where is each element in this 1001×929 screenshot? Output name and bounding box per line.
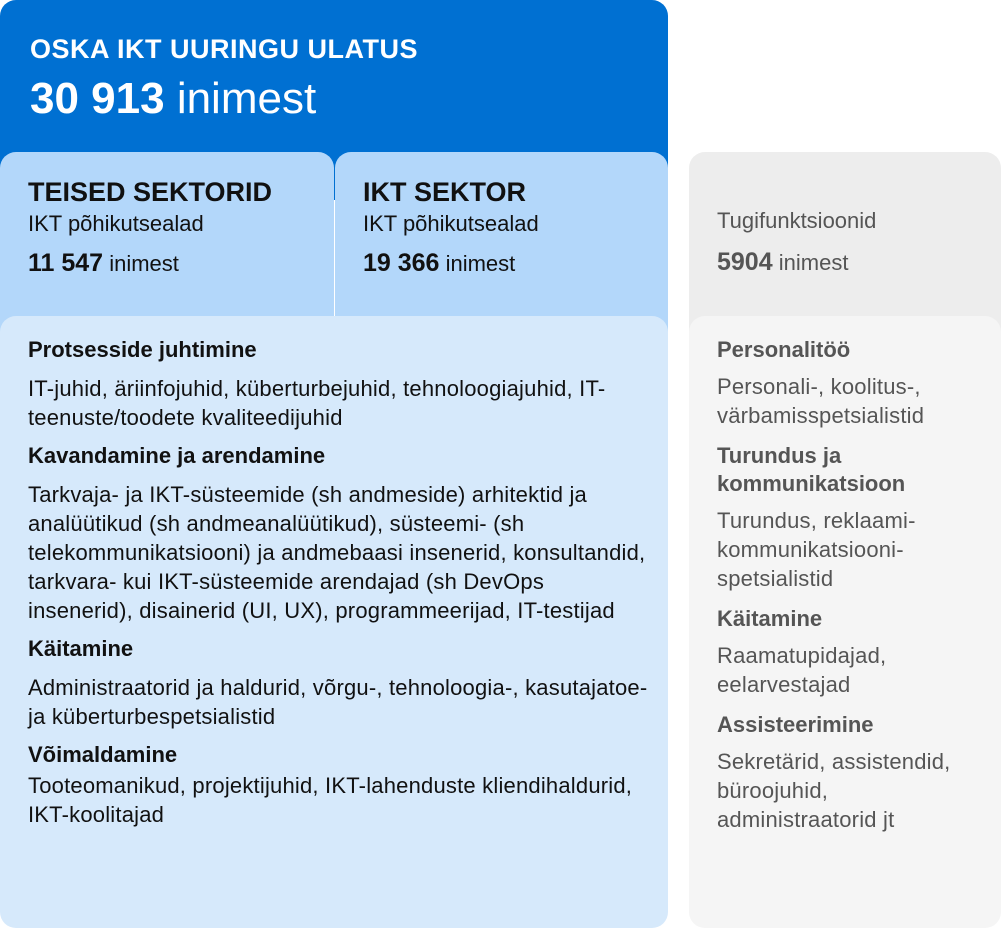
header-total-number: 30 913 (30, 74, 165, 123)
header-title: OSKA IKT UURINGU ULATUS (30, 34, 418, 64)
group-title: Kavandamine ja arendamine (28, 443, 326, 468)
support-group (717, 442, 991, 593)
header-total (30, 74, 668, 123)
group-text: Tooteomanikud, projektijuhid, IKT-lahenduste kliendihaldurid, IKT-koolitajad (28, 773, 633, 827)
group-title: Käitamine (717, 606, 823, 631)
group-text: Personali-, koolitus-, värbamisspetsialistid (717, 374, 925, 428)
support-group (717, 605, 991, 699)
sector-other-count-number: 11 547 (28, 248, 104, 277)
group-title: Võimaldamine (28, 742, 178, 767)
sector-other-subtitle: IKT põhikutsealad (28, 210, 204, 236)
main-group (28, 336, 648, 432)
group-text: Turundus, reklaami-kommunikatsiooni-spetsialistid (717, 508, 916, 591)
header-total-unit: inimest (176, 74, 317, 123)
sector-ikt-count (363, 249, 668, 278)
main-group (28, 442, 648, 625)
group-title: Protsesside juhtimine (28, 337, 257, 362)
sector-other-title: TEISED SEKTORID (28, 177, 273, 207)
group-text: Tarkvaja- ja IKT-süsteemide (sh andmeside) arhitektid ja analüütikud (sh andmeanalüütikud), süsteemi- (sh telekommunikatsiooni) ja andmebaasi insenerid, konsultandid, tarkvara- kui IKT-süsteemide arendajad (sh DevOps insenerid), disainerid (UI, UX), programmeerijad, IT-testijad (28, 482, 646, 623)
group-title: Personalitöö (717, 337, 851, 362)
sector-other-count (28, 249, 334, 278)
support-functions-panel (689, 316, 1001, 928)
sector-ikt-title: IKT SEKTOR (363, 177, 527, 207)
group-title: Assisteerimine (717, 712, 874, 737)
main-group (28, 741, 648, 829)
support-title: Tugifunktsioonid (717, 208, 877, 233)
group-text: Raamatupidajad, eelarvestajad (717, 643, 887, 697)
sector-other-count-unit: inimest (109, 250, 179, 276)
support-group (717, 336, 991, 430)
sector-ikt-count-number: 19 366 (363, 248, 440, 277)
main-group (28, 635, 648, 731)
group-text: IT-juhid, äriinfojuhid, küberturbejuhid, tehnoloogiajuhid, IT-teenuste/toodete kvaliteedijuhid (28, 376, 606, 430)
group-text: Sekretärid, assistendid, büroojuhid, administraatorid jt (717, 749, 951, 832)
support-group (717, 711, 991, 834)
group-title: Käitamine (28, 636, 134, 661)
core-occupations-panel (0, 316, 668, 928)
support-count-number: 5904 (717, 248, 773, 276)
support-count-unit: inimest (778, 250, 849, 275)
sector-ikt-subtitle: IKT põhikutsealad (363, 210, 539, 236)
support-count (717, 248, 1001, 277)
group-title: Turundus ja kommunikatsioon (717, 443, 906, 496)
sector-ikt-count-unit: inimest (445, 250, 516, 276)
group-text: Administraatorid ja haldurid, võrgu-, tehnoloogia-, kasutajatoe- ja küberturbespetsialistid (28, 675, 648, 729)
